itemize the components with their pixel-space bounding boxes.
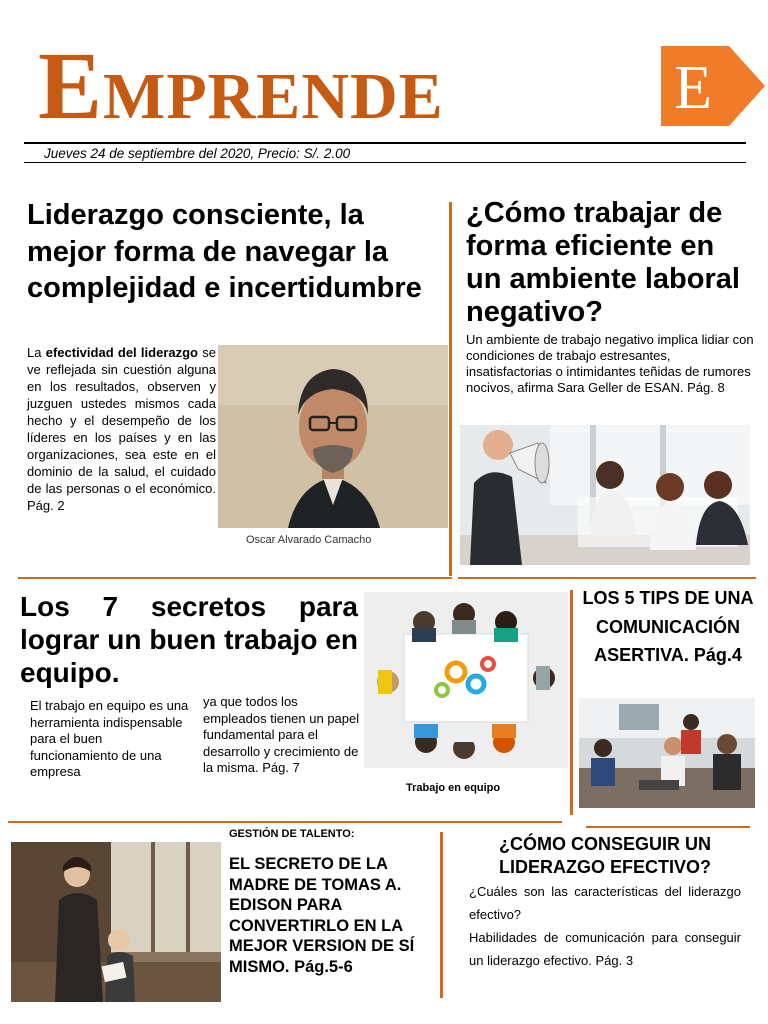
tips-divider [570,590,573,815]
right-photo-megaphone[interactable] [460,425,750,565]
lead-body-emphasis: efectividad del liderazgo [45,345,198,360]
team-photo-meeting[interactable] [364,592,568,768]
section-divider-right [458,577,756,579]
dateline: Jueves 24 de septiembre del 2020, Precio: S/. 2.00 [44,146,351,161]
section-divider-left [18,577,452,579]
team-photo-caption: Trabajo en equipo [406,782,501,794]
leadership-headline[interactable]: ¿CÓMO CONSEGUIR UN LIDERAZGO EFECTIVO? [498,834,711,877]
team-body-col1: El trabajo en equipo es una herramienta indispensable para el buen funcionamiento de una empresa [30,698,189,779]
bottom-divider [8,821,562,823]
column-divider [449,202,452,576]
lead-body: La efectividad del liderazgo se ve reflejada sin cuestión alguna en los resultados, observen y juzguen ustedes mismos cada hecho y el desempeño de los líderes en los países y en las organizaciones, sea este en el dominio de la salud, el cuidado de las personas o el económico. Pág. 2 [27,345,216,513]
logo-letter: E [674,54,712,122]
leadership-body-line1: ¿Cuáles son las características del liderazgo efectivo? [469,884,741,922]
tips-photo-office[interactable] [579,698,755,808]
right-body: Un ambiente de trabajo negativo implica lidiar con condiciones de trabajo estresantes, insatisfactorias o intimidantes teñidas de rumores nocivos, afirma Sara Geller de ESAN. Pág. 8 [466,332,754,395]
masthead-rule [24,142,746,144]
right-headline[interactable]: ¿Cómo trabajar de forma eficiente en un ambiente laboral negativo? [466,197,740,328]
masthead-title: EMPRENDE [38,32,444,139]
tips-headline[interactable]: LOS 5 TIPS DE UNA COMUNICACIÓN ASERTIVA. Pág.4 [582,588,754,665]
team-headline[interactable]: Los 7 secretos para lograr un buen trabajo en equipo. [20,591,358,688]
lead-photo-caption: Oscar Alvarado Camacho [246,534,372,546]
team-body-col2: ya que todos los empleados tienen un papel fundamental para el desarrollo y crecimiento de la misma. Pág. 7 [203,694,360,775]
brand-logo [661,46,765,126]
lead-photo-portrait[interactable] [218,345,448,528]
talent-photo-mother-son[interactable] [11,842,221,1002]
talent-headline[interactable]: EL SECRETO DE LA MADRE DE TOMAS A. EDISON PARA CONVERTIRLO EN LA MEJOR VERSION DE SÍ MISMO. Pág.5-6 [229,855,415,976]
leadership-body-line2: Habilidades de comunicación para conseguir un liderazgo efectivo. Pág. 3 [469,930,741,968]
tips-bottom-divider [586,826,750,828]
bottom-column-divider [440,832,443,998]
lead-headline[interactable]: Liderazgo consciente, la mejor forma de navegar la complejidad e incertidumbre [27,199,422,304]
dateline-rule [24,162,746,163]
leadership-body [469,880,741,972]
talent-section-label: GESTIÓN DE TALENTO: [229,828,355,840]
